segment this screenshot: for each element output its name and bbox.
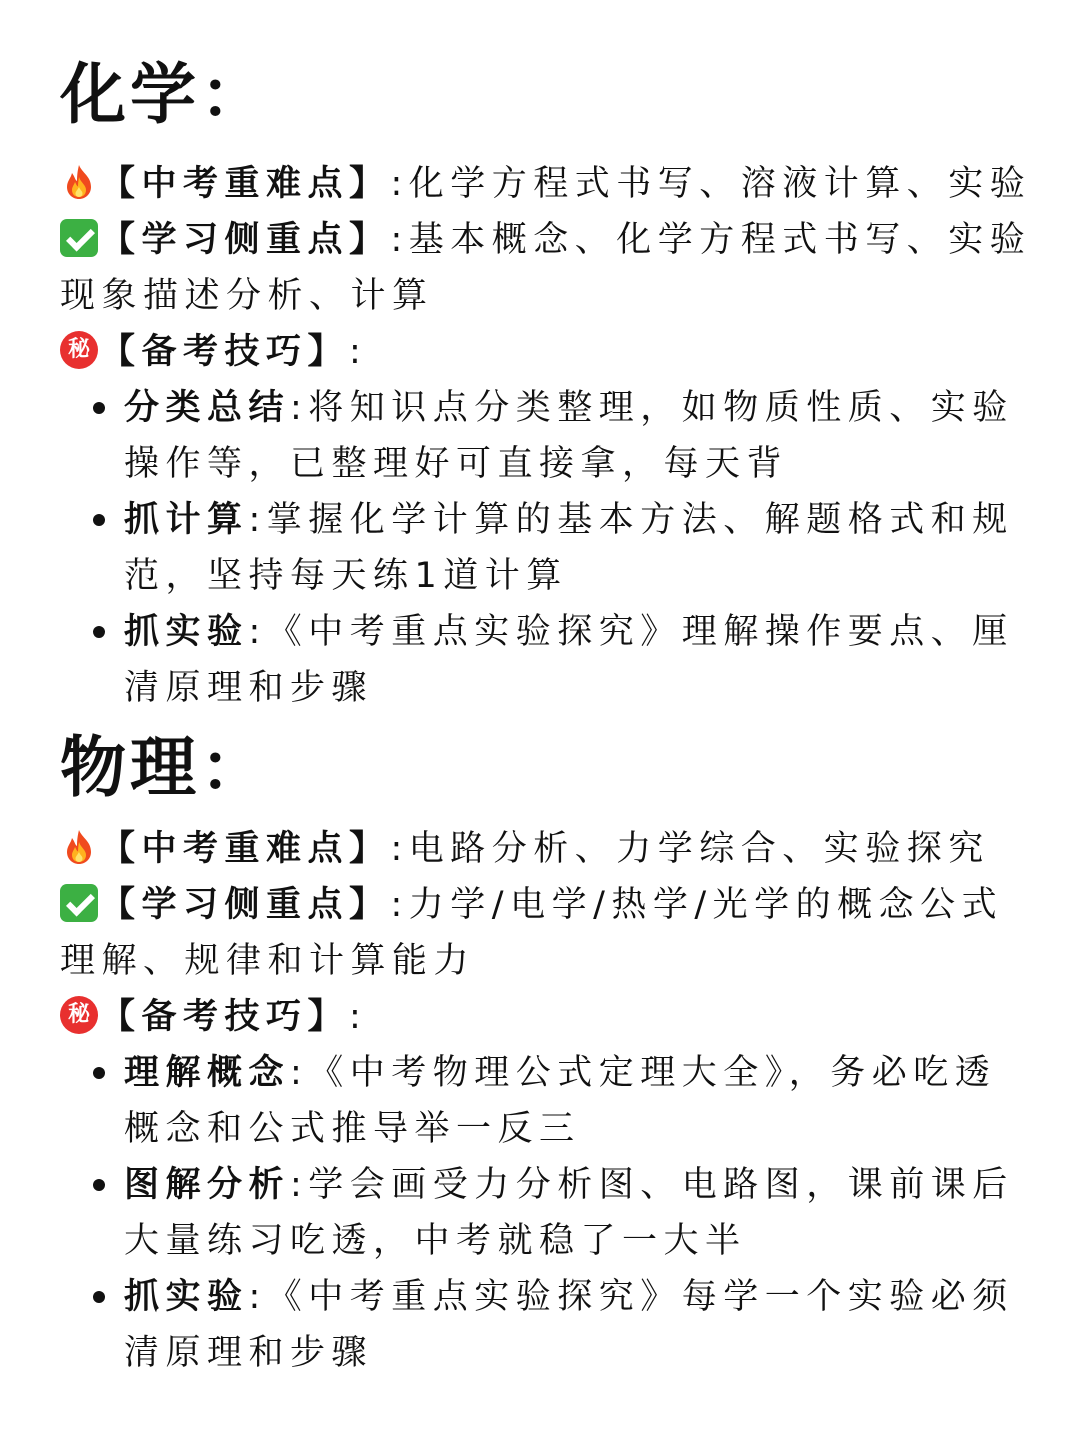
physics-section bbox=[60, 729, 1040, 1381]
tip-text: :《中考重点实验探究》每学一个实验必须 bbox=[248, 1277, 1014, 1317]
list-item bbox=[124, 492, 1040, 604]
tip-text-2: 概念和公式推导举一反三 bbox=[124, 1109, 581, 1149]
tip-key: 图解分析 bbox=[124, 1165, 291, 1205]
chemistry-focus-line bbox=[60, 212, 1040, 268]
physics-tips-line bbox=[60, 989, 1040, 1045]
tip-text-2: 范，坚持每天练1道计算 bbox=[124, 556, 568, 596]
fire-icon bbox=[60, 163, 98, 201]
tip-text-2: 大量练习吃透，中考就稳了一大半 bbox=[124, 1221, 747, 1261]
physics-focus-text-1: :力学/电学/热学/光学的概念公式 bbox=[390, 885, 1004, 925]
tip-text: :《中考物理公式定理大全》，务必吃透 bbox=[290, 1053, 997, 1093]
tip-key: 理解概念 bbox=[124, 1053, 291, 1093]
list-item bbox=[124, 1269, 1040, 1381]
tip-key: 抓实验 bbox=[124, 612, 249, 652]
chemistry-difficulty-text: :化学方程式书写、溶液计算、实验 bbox=[390, 164, 1032, 204]
chemistry-tips-colon: : bbox=[349, 332, 368, 372]
chemistry-focus-text-2: 现象描述分析、计算 bbox=[60, 276, 434, 316]
check-mark-icon bbox=[60, 219, 98, 257]
physics-difficulty-line bbox=[60, 821, 1040, 877]
physics-tips-label: 【备考技巧】 bbox=[100, 997, 350, 1037]
tip-text-2: 清原理和步骤 bbox=[124, 668, 374, 708]
physics-difficulty-text: :电路分析、力学综合、实验探究 bbox=[390, 829, 990, 869]
tip-text: :掌握化学计算的基本方法、解题格式和规 bbox=[248, 500, 1014, 540]
list-item bbox=[124, 1045, 1040, 1157]
tip-key: 抓计算 bbox=[124, 500, 249, 540]
physics-focus-label: 【学习侧重点】 bbox=[100, 885, 391, 925]
chemistry-tips-label: 【备考技巧】 bbox=[100, 332, 350, 372]
physics-difficulty-label: 【中考重难点】 bbox=[100, 829, 391, 869]
tip-key: 分类总结 bbox=[124, 388, 291, 428]
chemistry-title: 化学： bbox=[60, 56, 270, 133]
fire-icon bbox=[60, 828, 98, 866]
chemistry-tips-list bbox=[124, 380, 1040, 716]
tip-text-2: 清原理和步骤 bbox=[124, 1333, 374, 1373]
physics-focus-line bbox=[60, 877, 1040, 933]
tip-text: :将知识点分类整理，如物质性质、实验 bbox=[290, 388, 1014, 428]
chemistry-focus-text-1: :基本概念、化学方程式书写、实验 bbox=[390, 220, 1032, 260]
secret-icon: 秘 bbox=[60, 996, 98, 1034]
chemistry-section bbox=[60, 56, 1040, 716]
tip-text: :《中考重点实验探究》理解操作要点、厘 bbox=[248, 612, 1014, 652]
physics-focus-line-2 bbox=[60, 933, 1040, 989]
list-item bbox=[124, 1157, 1040, 1269]
chemistry-focus-label: 【学习侧重点】 bbox=[100, 220, 391, 260]
physics-title: 物理： bbox=[60, 729, 270, 806]
chemistry-focus-line-2 bbox=[60, 268, 1040, 324]
chemistry-tips-line bbox=[60, 324, 1040, 380]
physics-tips-colon: : bbox=[349, 997, 368, 1037]
tip-text: :学会画受力分析图、电路图，课前课后 bbox=[290, 1165, 1014, 1205]
check-mark-icon bbox=[60, 884, 98, 922]
chemistry-difficulty-line bbox=[60, 156, 1040, 212]
list-item bbox=[124, 604, 1040, 716]
tip-key: 抓实验 bbox=[124, 1277, 249, 1317]
physics-tips-list bbox=[124, 1045, 1040, 1381]
physics-focus-text-2: 理解、规律和计算能力 bbox=[60, 941, 476, 981]
tip-text-2: 操作等，已整理好可直接拿，每天背 bbox=[124, 444, 789, 484]
secret-icon: 秘 bbox=[60, 331, 98, 369]
list-item bbox=[124, 380, 1040, 492]
chemistry-difficulty-label: 【中考重难点】 bbox=[100, 164, 391, 204]
